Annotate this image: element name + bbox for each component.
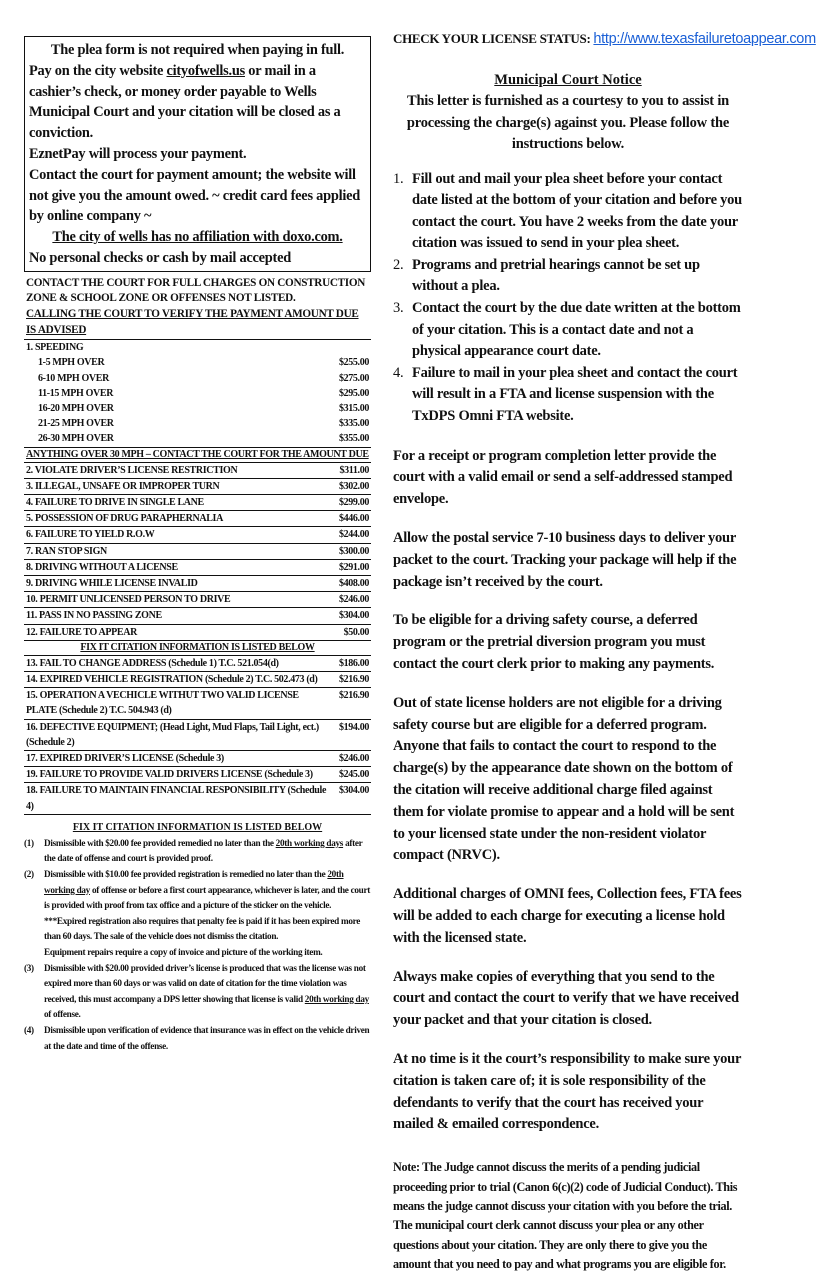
eligibility-paragraph: To be eligible for a driving safety course, a deferred program or the pretrial diversion program you must contact the court clerk prior to making any payments. (393, 612, 715, 672)
instruction-list (393, 169, 743, 428)
instruction-item: 2. Programs and pretrial hearings cannot be set up without a plea. (393, 256, 700, 295)
instruction-item: 4. Failure to mail in your plea sheet and contact the court will result in a FTA and license suspension with the TxDPS Omni FTA website. (393, 364, 738, 425)
note-item: ***Expired registration also requires that penalty fee is paid if it has been expired more than 60 days. The sale of the vehicle does not dismiss the citation. (44, 915, 360, 942)
omni-fees-paragraph: Additional charges of OMNI fees, Collection fees, FTA fees will be added to each charge for executing a license hold with the licensed state. (393, 886, 742, 946)
offense-row: 3. ILLEGAL, UNSAFE OR IMPROPER TURN $302.00 (24, 479, 371, 495)
contact-amount-note: Contact the court for payment amount; the website will not give you the amount owed. ~ credit card fees applied by online company ~ (29, 166, 360, 225)
pay-online-note: Pay on the city website cityofwells.us or mail in a cashier’s check, or money order payable to Wells Municipal Court and your citation will be closed as a conviction. (29, 62, 341, 142)
out-of-state-paragraph: Out of state license holders are not eligible for a driving safety course but are eligible for a deferred program. Anyone that fails to contact the court to respond to the charge(s) by the appearance date shown on the bottom of the citation will receive additional charge filed against them for violate promise to appear and a hold will be sent to your licensed state under the non-resident violator compact (NRVC). (393, 694, 735, 864)
offense-row: 7. RAN STOP SIGN $300.00 (24, 544, 371, 560)
speeding-row: 21-25 MPH OVER $335.00 (38, 418, 369, 430)
offense-row: 5. POSSESSION OF DRUG PARAPHERNALIA $446.00 (24, 511, 371, 527)
fix-it-row: 16. DEFECTIVE EQUIPMENT; (Head Light, Mud Flaps, Tail Light, ect.) (Schedule 2) $194.00 (24, 720, 371, 751)
eznetpay-note: EznetPay will process your payment. (29, 145, 247, 162)
no-checks-note: No personal checks or cash by mail accepted (29, 249, 291, 266)
receipt-paragraph: For a receipt or program completion letter provide the court with a valid email or send a self-addressed stamped envelope. (393, 447, 733, 508)
note-item: Equipment repairs require a copy of invoice and picture of the working item. (44, 946, 323, 957)
note-item: (1) Dismissible with $20.00 fee provided remedied no later than the 20th working days after the date of offense and court is provided proof. (24, 837, 363, 864)
fix-it-row: 15. OPERATION A VECHICLE WITHUT TWO VALID LICENSE PLATE (Schedule 2) T.C. 504.943 (d) $216.90 (24, 688, 371, 719)
offense-row: 11. PASS IN NO PASSING ZONE $304.00 (24, 608, 371, 624)
contact-court-text: CONTACT THE COURT FOR FULL CHARGES ON CONSTRUCTION ZONE & SCHOOL ZONE OR OFFENSES NOT LISTED. (26, 276, 366, 305)
license-status-label: CHECK YOUR LICENSE STATUS: (393, 31, 594, 46)
fix-it-heading: FIX IT CITATION INFORMATION IS LISTED BELOW (24, 641, 371, 656)
offense-row: 9. DRIVING WHILE LICENSE INVALID $408.00 (24, 576, 371, 592)
fix-it-row: 14. EXPIRED VEHICLE REGISTRATION (Schedule 2) T.C. 502.473 (d) $216.90 (24, 672, 371, 688)
verify-amount-text: CALLING THE COURT TO VERIFY THE PAYMENT AMOUNT DUE IS ADVISED (26, 307, 359, 336)
page-title: Municipal Court Notice (494, 72, 642, 88)
fine-schedule (24, 340, 371, 815)
note-item: (2) Dismissible with $10.00 fee provided registration is remedied no later than the 20th working day of offense or before a first court appearance, whichever is later, and the court is provided with proof from tax office and a picture of the sticker on the vehicle. (24, 869, 370, 911)
payment-notice-box (24, 36, 371, 272)
speeding-row: 26-30 MPH OVER $355.00 (38, 433, 369, 445)
speeding-row: 1-5 MPH OVER $255.00 (38, 357, 369, 369)
note-item: (3) Dismissible with $20.00 provided driver’s license is produced that was the license was not expired more than 60 days or was valid on date of citation for the time violation was received, this must accompany a DPS letter showing that license is valid 20th working day of offense. (24, 962, 369, 1020)
right-column (393, 30, 816, 1275)
speeding-heading: 1. SPEEDING (26, 342, 84, 354)
responsibility-paragraph: At no time is it the court’s responsibility to make sure your citation is taken care of; it is sole responsibility of the defendants to verify that the court has received your mailed & emailed correspondence. (393, 1050, 741, 1133)
fix-it-row: 18. FAILURE TO MAINTAIN FINANCIAL RESPONSIBILITY (Schedule 4) $304.00 (24, 783, 371, 814)
license-status-line (393, 30, 816, 48)
speeding-block (24, 340, 371, 447)
fix-it-row: 13. FAIL TO CHANGE ADDRESS (Schedule 1) T.C. 521.054(d) $186.00 (24, 656, 371, 672)
judge-note-paragraph: Note: The Judge cannot discuss the merits of a pending judicial proceeding prior to trial (Canon 6(c)(2) code of Judicial Conduct). This means the judge cannot discuss your citation with you before the trial. The municipal court clerk cannot discuss your plea or any other questions about your citation. They are only there to give you the amount that you need to pay and what programs you are eligible for. (393, 1160, 738, 1272)
left-column (24, 36, 371, 1054)
postal-paragraph: Allow the postal service 7-10 business days to deliver your packet to the court. Tracking your package will help if the package isn’t received by the court. (393, 530, 737, 590)
copies-paragraph: Always make copies of everything that you send to the court and contact the court to verify that we have received your packet and that your citation is closed. (393, 968, 739, 1029)
contact-court-box (24, 276, 371, 340)
plea-form-note: The plea form is not required when paying in full. (50, 42, 345, 58)
offense-row: 2. VIOLATE DRIVER’S LICENSE RESTRICTION $311.00 (24, 463, 371, 479)
offense-row: 12. FAILURE TO APPEAR $50.00 (24, 625, 371, 641)
instruction-item: 3. Contact the court by the due date written at the bottom of your citation. This is a contact date and not a physical appearance court date. (393, 300, 741, 360)
speeding-row: 6-10 MPH OVER $275.00 (38, 372, 369, 384)
doxo-note: The city of wells has no affiliation with doxo.com. (52, 229, 343, 246)
offense-row: 8. DRIVING WITHOUT A LICENSE $291.00 (24, 560, 371, 576)
speeding-row: 11-15 MPH OVER $295.00 (38, 387, 369, 399)
note-item: (4) Dismissible upon verification of evidence that insurance was in effect on the vehicle driven at the date and time of the offense. (24, 1024, 370, 1051)
offense-row: 6. FAILURE TO YIELD R.O.W $244.00 (24, 527, 371, 543)
fix-it-notes (24, 836, 371, 1054)
over-30-note: ANYTHING OVER 30 MPH – CONTACT THE COURT FOR THE AMOUNT DUE (24, 448, 371, 463)
instruction-item: 1. Fill out and mail your plea sheet before your contact date listed at the bottom of your citation and before you contact the court. You have 2 weeks from the date your citation was issued to send in your plea sheet. (393, 170, 742, 252)
offense-row: 10. PERMIT UNLICENSED PERSON TO DRIVE $246.00 (24, 592, 371, 608)
fix-it-notes-heading: FIX IT CITATION INFORMATION IS LISTED BELOW (72, 821, 323, 833)
intro-text: This letter is furnished as a courtesy to you to assist in processing the charge(s) against you. Please follow the instructions below. (406, 93, 730, 152)
fix-it-row: 19. FAILURE TO PROVIDE VALID DRIVERS LICENSE (Schedule 3) $245.00 (24, 767, 371, 783)
texas-fta-link[interactable]: http://www.texasfailuretoappear.com (593, 31, 816, 47)
offense-row: 4. FAILURE TO DRIVE IN SINGLE LANE $299.00 (24, 495, 371, 511)
speeding-row: 16-20 MPH OVER $315.00 (38, 402, 369, 414)
city-website-link[interactable]: cityofwells.us (166, 62, 245, 79)
fix-it-row: 17. EXPIRED DRIVER’S LICENSE (Schedule 3) $246.00 (24, 751, 371, 767)
